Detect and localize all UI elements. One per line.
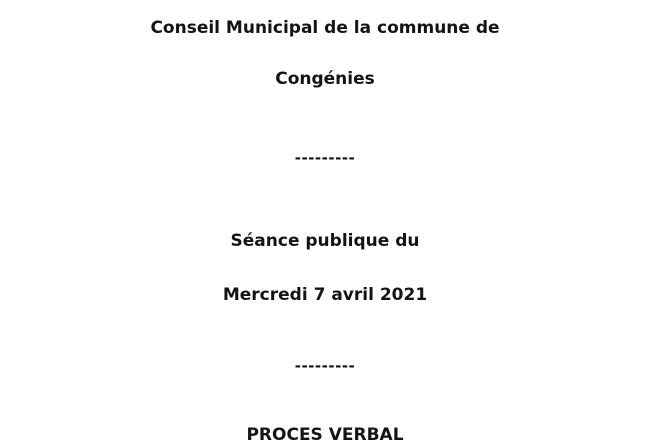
commune-name: Congénies bbox=[275, 69, 375, 89]
session-label: Séance publique du bbox=[230, 231, 420, 251]
session-date: Mercredi 7 avril 2021 bbox=[222, 285, 428, 305]
council-title: Conseil Municipal de la commune de bbox=[150, 18, 500, 38]
document-heading: PROCES VERBAL bbox=[246, 425, 404, 445]
separator: --------- bbox=[294, 357, 356, 375]
separator: --------- bbox=[294, 149, 356, 167]
